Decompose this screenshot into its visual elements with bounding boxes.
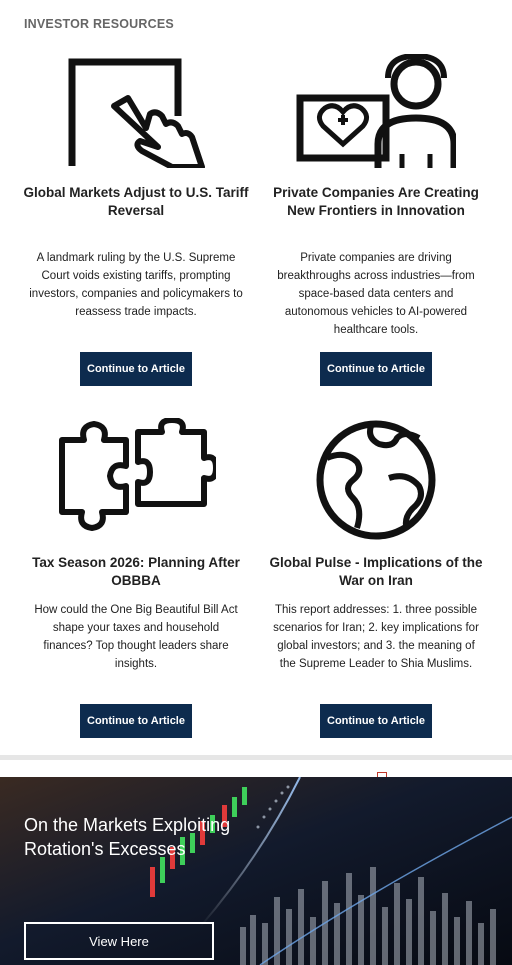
hand-touch-screen-icon [66,56,206,173]
section-divider [0,755,512,760]
section-title: INVESTOR RESOURCES [24,17,174,31]
continue-to-article-button[interactable]: Continue to Article [320,704,432,738]
globe-icon [301,418,451,547]
banner-title: On the Markets Exploiting Rotation's Excesses [24,815,231,859]
continue-to-article-button[interactable]: Continue to Article [320,352,432,386]
article-card-tax-season [21,418,251,748]
article-title[interactable]: Private Companies Are Creating New Frontiers in Innovation [273,185,479,218]
article-card-private-companies [261,50,491,390]
continue-to-article-button[interactable]: Continue to Article [80,352,192,386]
article-title[interactable]: Global Markets Adjust to U.S. Tariff Reversal [23,185,249,218]
continue-to-article-button[interactable]: Continue to Article [80,704,192,738]
article-description: This report addresses: 1. three possible scenarios for Iran; 2. key implications for global investors; and 3. the meaning of the Supreme Leader to Shia Muslims. [273,604,479,670]
article-description: A landmark ruling by the U.S. Supreme Court voids existing tariffs, prompting investors, companies and policymakers to reassess trade impacts. [29,252,243,318]
view-here-button[interactable]: View Here [24,922,214,960]
article-card-tariff [21,50,251,390]
puzzle-pieces-icon [56,418,216,543]
article-description: How could the One Big Beautiful Bill Act shape your taxes and household finances? Top thought leaders share insights. [34,604,238,670]
article-title[interactable]: Global Pulse - Implications of the War on Iran [269,555,483,588]
health-support-agent-icon [296,54,456,173]
article-title[interactable]: Tax Season 2026: Planning After OBBBA [32,555,240,588]
article-card-global-pulse [261,418,491,748]
on-the-markets-banner[interactable] [0,777,512,965]
article-description: Private companies are driving breakthroughs across industries—from space-based data centers and autonomous vehicles to AI-powered healthcare tools. [277,252,475,336]
